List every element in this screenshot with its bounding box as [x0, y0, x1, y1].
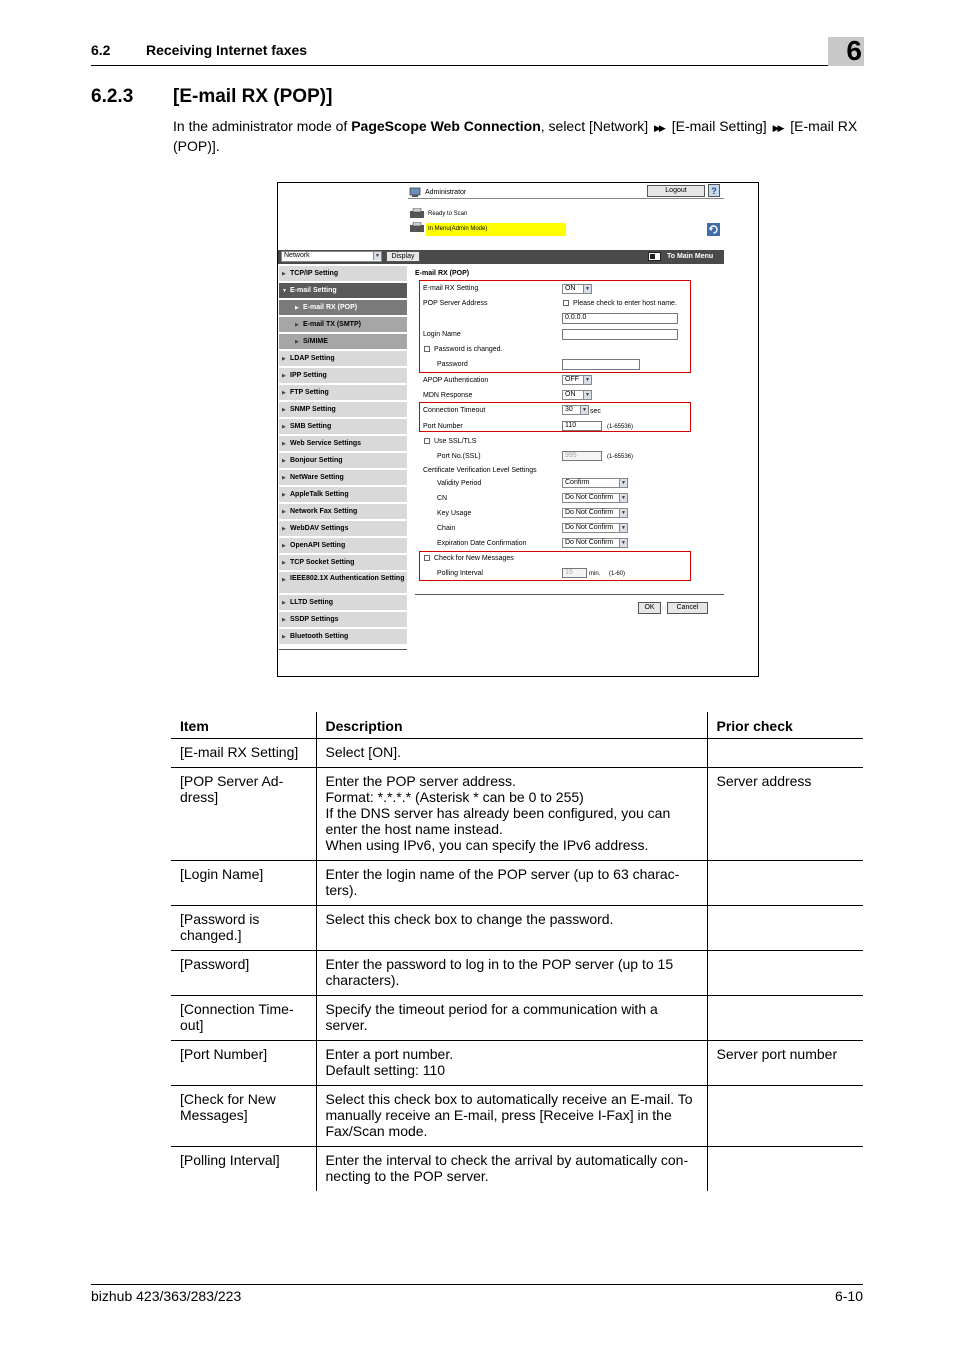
- navigation-bar: [278, 250, 724, 264]
- sidebar-item[interactable]: [279, 572, 407, 594]
- table-row: [171, 951, 863, 996]
- divider: [408, 198, 724, 199]
- item-cell: [Password]: [171, 951, 316, 996]
- sidebar-item[interactable]: [279, 612, 407, 628]
- email-rx-setting-label: E-mail RX Setting: [423, 285, 479, 292]
- highlight-box: [419, 280, 691, 373]
- to-main-menu-link[interactable]: To Main Menu: [667, 253, 714, 260]
- sidebar-item-label: NetWare Setting: [290, 474, 344, 481]
- sidebar-item[interactable]: [279, 504, 407, 520]
- chevron-down-icon: ▼: [619, 539, 627, 547]
- sidebar-item-label: TCP Socket Setting: [290, 559, 355, 566]
- table-row: [171, 861, 863, 906]
- expiration-value: Do Not Confirm: [565, 539, 614, 546]
- port-ssl-input[interactable]: 995: [562, 451, 602, 461]
- apop-label: APOP Authentication: [423, 377, 489, 384]
- triangle-right-icon: ▶: [295, 339, 299, 345]
- description-cell: Enter a port number. Default setting: 110: [316, 1041, 707, 1086]
- item-cell: [Polling Interval]: [171, 1147, 316, 1192]
- sidebar-item-label: SNMP Setting: [290, 406, 336, 413]
- column-header: Prior check: [707, 712, 863, 739]
- ok-button[interactable]: OK: [638, 602, 661, 614]
- sidebar-item[interactable]: [279, 402, 407, 418]
- description-cell: Enter the login name of the POP server (up to 63 charac- ters).: [316, 861, 707, 906]
- sidebar-item[interactable]: [279, 629, 407, 645]
- web-connection-screenshot: [277, 182, 759, 677]
- printer-icon: [409, 208, 425, 219]
- triangle-right-icon: ▶: [282, 600, 286, 606]
- checkbox[interactable]: [424, 438, 430, 444]
- triangle-down-icon: ▼: [282, 288, 287, 294]
- page-footer: [91, 1284, 863, 1304]
- triangle-right-icon: ▶: [282, 560, 286, 566]
- triangle-right-icon: ▶: [282, 526, 286, 532]
- description-cell: Select this check box to change the password.: [316, 906, 707, 951]
- description-cell: Enter the password to log in to the POP server (up to 15 characters).: [316, 951, 707, 996]
- polling-range: (1-60): [609, 571, 626, 577]
- triangle-right-icon: ▶: [282, 390, 286, 396]
- description-cell: Select this check box to automatically receive an E-mail. To manually receive an E-mail, press [Receive I-Fax] in the Fax/Scan mode.: [316, 1086, 707, 1147]
- apop-select[interactable]: [562, 375, 592, 385]
- table-row: [171, 1041, 863, 1086]
- validity-period-select[interactable]: [562, 478, 628, 488]
- running-header: [91, 40, 863, 66]
- table-header-row: [171, 712, 863, 739]
- chapter-tab: [828, 37, 864, 66]
- polling-interval-input[interactable]: 15: [562, 568, 587, 578]
- prior-check-cell: [707, 1086, 863, 1147]
- sidebar-item-label: Bluetooth Setting: [290, 633, 349, 640]
- cn-value: Do Not Confirm: [565, 494, 614, 501]
- help-icon[interactable]: ?: [708, 184, 720, 197]
- timeout-unit: sec: [590, 408, 601, 415]
- triangle-right-icon: ▶: [282, 617, 286, 623]
- key-usage-value: Do Not Confirm: [565, 509, 614, 516]
- item-cell: [Login Name]: [171, 861, 316, 906]
- item-cell: [Check for New Messages]: [171, 1086, 316, 1147]
- status-ready: Ready to Scan: [428, 211, 468, 217]
- sidebar-item-label: AppleTalk Setting: [290, 491, 349, 498]
- admin-icon: [409, 187, 421, 198]
- prior-check-cell: [707, 861, 863, 906]
- sidebar-item-label: Web Service Settings: [290, 440, 362, 447]
- triangle-right-icon: ▶: [282, 634, 286, 640]
- port-ssl-range: (1-65536): [607, 454, 634, 460]
- prior-check-cell: [707, 951, 863, 996]
- sidebar-item[interactable]: [279, 368, 407, 384]
- intro-text-3: [E-mail Setting]: [667, 118, 771, 134]
- table-row: [171, 768, 863, 861]
- password-label: Password: [437, 361, 468, 368]
- port-ssl-label: Port No.(SSL): [437, 453, 481, 460]
- triangle-right-icon: ▶: [282, 458, 286, 464]
- chevron-down-icon: ▼: [619, 479, 627, 487]
- table-row: [171, 739, 863, 768]
- prior-check-cell: Server port number: [707, 1041, 863, 1086]
- pop-server-address-label: POP Server Address: [423, 300, 488, 307]
- expiration-select[interactable]: [562, 538, 628, 548]
- footer-model: bizhub 423/363/283/223: [91, 1288, 242, 1304]
- printer-icon: [409, 222, 425, 233]
- sidebar-item-label: E-mail TX (SMTP): [303, 321, 361, 328]
- intro-text-4: [E-mail RX (POP)].: [173, 118, 858, 154]
- sidebar-item-label: E-mail RX (POP): [303, 304, 358, 311]
- triangle-right-icon: ▶: [282, 543, 286, 549]
- page-heading: [91, 86, 333, 108]
- connection-timeout-label: Connection Timeout: [423, 407, 486, 414]
- sidebar-item[interactable]: [279, 300, 407, 316]
- status-admin-mode: In Menu(Admin Mode): [426, 223, 566, 236]
- key-usage-select[interactable]: [562, 508, 628, 518]
- sidebar-item[interactable]: [279, 595, 407, 611]
- connection-timeout-value: 30: [565, 406, 573, 413]
- heading-number: 6.2.3: [91, 86, 134, 107]
- sidebar-item[interactable]: [279, 283, 407, 299]
- email-rx-setting-value: ON: [565, 285, 576, 292]
- prior-check-cell: [707, 906, 863, 951]
- chevron-down-icon: ▼: [583, 285, 591, 293]
- prior-check-cell: [707, 996, 863, 1041]
- display-button[interactable]: Display: [386, 251, 420, 262]
- item-cell: [Password is changed.]: [171, 906, 316, 951]
- use-ssl-checkbox[interactable]: [424, 438, 476, 445]
- triangle-right-icon: ▶: [282, 356, 286, 362]
- triangle-right-icon: ▶: [282, 424, 286, 430]
- sidebar-item-label: Bonjour Setting: [290, 457, 343, 464]
- footer-page-number: 6-10: [834, 1288, 863, 1304]
- cn-label: CN: [437, 495, 448, 502]
- sidebar-item-label: S/MIME: [303, 338, 328, 345]
- sidebar-item[interactable]: [279, 521, 407, 537]
- description-cell: Enter the interval to check the arrival by automatically con- necting to the POP server.: [316, 1147, 707, 1192]
- sidebar-item[interactable]: [279, 385, 407, 401]
- polling-unit: min.: [589, 571, 601, 577]
- sidebar-item[interactable]: [279, 555, 407, 571]
- check-new-messages-label: Check for New Messages: [434, 555, 514, 562]
- chain-label: Chain: [437, 525, 456, 532]
- sidebar-item[interactable]: [279, 453, 407, 469]
- sidebar-bottom-line: [279, 649, 407, 650]
- arrow-icon: ▶▶: [654, 123, 664, 133]
- sidebar-item[interactable]: [279, 419, 407, 435]
- sidebar-item-label: SMB Setting: [290, 423, 332, 430]
- highlight-box: [419, 402, 691, 432]
- table-row: [171, 1086, 863, 1147]
- chevron-down-icon: ▼: [619, 509, 627, 517]
- triangle-right-icon: ▶: [295, 322, 299, 328]
- triangle-right-icon: ▶: [282, 509, 286, 515]
- chevron-down-icon: ▼: [619, 524, 627, 532]
- sidebar-item-label: FTP Setting: [290, 389, 329, 396]
- triangle-right-icon: ▶: [295, 305, 299, 311]
- table-row: [171, 906, 863, 951]
- use-ssl-label: Use SSL/TLS: [434, 438, 477, 445]
- sidebar-item[interactable]: [279, 317, 407, 333]
- section-number: 6.2: [91, 42, 111, 58]
- sidebar-item-label: WebDAV Settings: [290, 525, 349, 532]
- chevron-down-icon: ▼: [583, 376, 591, 384]
- logout-button[interactable]: Logout: [647, 185, 705, 197]
- sidebar-item-label: E-mail Setting: [290, 287, 337, 294]
- sidebar-item[interactable]: [279, 538, 407, 554]
- triangle-right-icon: ▶: [282, 577, 286, 583]
- sidebar-item[interactable]: [279, 436, 407, 452]
- chapter-number: 6: [846, 35, 862, 66]
- sidebar-item-label: OpenAPI Setting: [290, 542, 346, 549]
- item-cell: [Port Number]: [171, 1041, 316, 1086]
- chain-value: Do Not Confirm: [565, 524, 614, 531]
- prior-check-cell: [707, 739, 863, 768]
- password-changed-label: Password is changed.: [434, 346, 503, 353]
- port-range: (1-65536): [607, 424, 634, 430]
- expiration-label: Expiration Date Confirmation: [437, 540, 527, 547]
- cert-level-label: Certificate Verification Level Settings: [423, 467, 537, 474]
- sidebar-item[interactable]: [279, 351, 407, 367]
- mdn-value: ON: [565, 391, 576, 398]
- description-cell: Select [ON].: [316, 739, 707, 768]
- prior-check-cell: [707, 1147, 863, 1192]
- sidebar-item-label: IEEE802.1X Authentication Setting: [290, 575, 405, 582]
- host-name-checkbox-label: Please check to enter host name.: [573, 300, 677, 307]
- triangle-right-icon: ▶: [282, 271, 286, 277]
- prior-check-cell: Server address: [707, 768, 863, 861]
- sidebar-item[interactable]: [279, 487, 407, 503]
- key-usage-label: Key Usage: [437, 510, 472, 517]
- table-row: [171, 996, 863, 1041]
- triangle-right-icon: ▶: [282, 492, 286, 498]
- triangle-right-icon: ▶: [282, 475, 286, 481]
- validity-period-label: Validity Period: [437, 480, 482, 487]
- validity-period-value: Confirm: [565, 479, 590, 486]
- sidebar-item-label: LLTD Setting: [290, 599, 334, 606]
- item-cell: [E-mail RX Setting]: [180, 744, 299, 760]
- login-name-label: Login Name: [423, 331, 461, 338]
- triangle-right-icon: ▶: [282, 373, 286, 379]
- sidebar-item-label: Network Fax Setting: [290, 508, 358, 515]
- intro-text-1: In the administrator mode of: [173, 118, 352, 134]
- section-title: Receiving Internet faxes: [146, 42, 308, 58]
- category-select[interactable]: [281, 251, 382, 262]
- intro-paragraph: [173, 117, 863, 155]
- intro-app-name: PageScope Web Connection: [351, 118, 541, 134]
- triangle-right-icon: ▶: [282, 441, 286, 447]
- item-cell: [Connection Time- out]: [171, 996, 316, 1041]
- cancel-button[interactable]: Cancel: [667, 602, 708, 614]
- port-number-input[interactable]: 110: [562, 421, 602, 431]
- triangle-right-icon: ▶: [282, 407, 286, 413]
- sidebar-item-label: TCP/IP Setting: [290, 270, 339, 277]
- apop-value: OFF: [565, 376, 579, 383]
- mdn-label: MDN Response: [423, 392, 473, 399]
- port-number-label: Port Number: [423, 423, 463, 430]
- settings-table: [171, 712, 863, 1191]
- chevron-down-icon: ▼: [619, 494, 627, 502]
- admin-label: Administrator: [425, 189, 467, 196]
- chevron-down-icon: ▼: [583, 391, 591, 399]
- polling-interval-label: Polling Interval: [437, 570, 483, 577]
- refresh-icon[interactable]: [707, 223, 720, 236]
- item-cell: [POP Server Ad- dress]: [171, 768, 316, 861]
- arrow-icon: ▶▶: [772, 123, 783, 133]
- chevron-down-icon: ▼: [373, 252, 381, 260]
- description-cell: Specify the timeout period for a communication with a server.: [316, 996, 707, 1041]
- chevron-down-icon: ▼: [580, 406, 588, 414]
- chain-select[interactable]: [562, 523, 628, 533]
- pop-server-address-input[interactable]: 0.0.0.0: [562, 313, 678, 324]
- main-menu-icon: [648, 252, 661, 261]
- description-cell: Enter the POP server address. Format: *.*.*.* (Asterisk * can be 0 to 255) If the DNS server has already been configured, you can enter the host name instead. When using IPv6, you can specify the IPv6 address.: [316, 768, 707, 861]
- category-select-value: Network: [284, 252, 310, 259]
- sidebar-item-label: SSDP Settings: [290, 616, 339, 623]
- sidebar-item[interactable]: [279, 334, 407, 350]
- intro-text-2: , select [Network]: [540, 118, 653, 134]
- table-row: [171, 1147, 863, 1192]
- heading-title: [E-mail RX (POP)]: [173, 86, 333, 107]
- sidebar-item-label: LDAP Setting: [290, 355, 335, 362]
- cn-select[interactable]: [562, 493, 628, 503]
- sidebar-item-label: IPP Setting: [290, 372, 327, 379]
- column-header: Item: [171, 712, 316, 739]
- form-title: E-mail RX (POP): [415, 270, 470, 277]
- column-header: Description: [316, 712, 707, 739]
- highlight-box: [419, 551, 691, 581]
- form-divider: [415, 594, 724, 595]
- mdn-select[interactable]: [562, 390, 592, 400]
- sidebar-item[interactable]: [279, 470, 407, 486]
- sidebar-item[interactable]: [279, 266, 407, 282]
